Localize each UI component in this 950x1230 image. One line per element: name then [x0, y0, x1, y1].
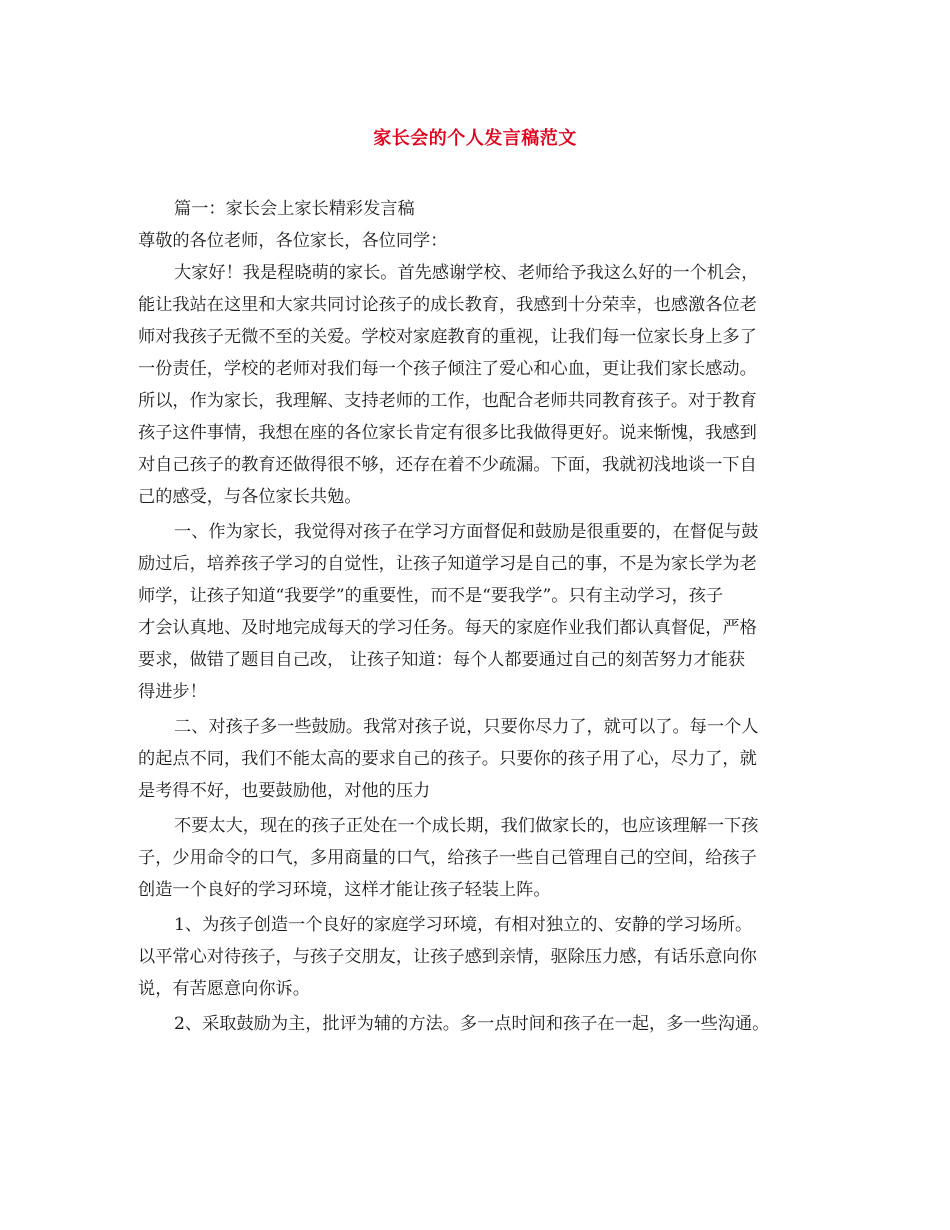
body-line: 师对我孩子无微不至的关爱。学校对家庭教育的重视，让我们每一位家长身上多了: [138, 327, 757, 347]
body-line: 己的感受，与各位家长共勉。: [138, 487, 362, 507]
document-title: 家长会的个人发言稿范文: [373, 128, 577, 149]
body-line: 得进步！: [138, 682, 207, 702]
body-line: 所以，作为家长，我理解、支持老师的工作，也配合老师共同教育孩子。对于教育: [138, 391, 757, 411]
body-line: 二、对孩子多一些鼓励。我常对孩子说，只要你尽力了，就可以了。每一个人: [174, 717, 759, 737]
body-line: 才会认真地、及时地完成每天的学习任务。每天的家庭作业我们都认真督促，严格: [138, 618, 757, 638]
body-line: 能让我站在这里和大家共同讨论孩子的成长教育，我感到十分荣幸，也感激各位老: [138, 295, 757, 315]
body-line: 对自己孩子的教育还做得很不够，还存在着不少疏漏。下面，我就初浅地谈一下自: [138, 455, 757, 475]
body-line: 孩子这件事情，我想在座的各位家长肯定有很多比我做得更好。说来惭愧，我感到: [138, 423, 757, 443]
list-item: 2、采取鼓励为主，批评为辅的方法。多一点时间和孩子在一起，多一些沟通。: [174, 1014, 770, 1034]
body-line: 以平常心对待孩子，与孩子交朋友，让孩子感到亲情，驱除压力感，有话乐意向你: [138, 947, 757, 967]
body-line: 创造一个良好的学习环境，这样才能让孩子轻装上阵。: [138, 880, 551, 900]
salutation: 尊敬的各位老师，各位家长，各位同学：: [138, 231, 448, 251]
list-item: 1、为孩子创造一个良好的家庭学习环境，有相对独立的、安静的学习场所。: [174, 915, 753, 935]
body-line: 不要太大，现在的孩子正处在一个成长期，我们做家长的，也应该理解一下孩: [174, 816, 759, 836]
body-line: 说，有苦愿意向你诉。: [138, 979, 310, 999]
body-line: 励过后，培养孩子学习的自觉性，让孩子知道学习是自己的事，不是为家长学为老: [138, 554, 757, 574]
body-line: 要求，做错了题目自己改， 让孩子知道：每个人都要通过自己的刻苦努力才能获: [138, 650, 746, 670]
body-line: 师学，让孩子知道“我要学”的重要性，而不是“要我学”。只有主动学习，孩子: [138, 586, 724, 606]
body-line: 的起点不同，我们不能太高的要求自己的孩子。只要你的孩子用了心，尽力了，就: [138, 749, 757, 769]
body-line: 子，少用命令的口气，多用商量的口气，给孩子一些自己管理自己的空间，给孩子: [138, 848, 757, 868]
body-line: 是考得不好，也要鼓励他，对他的压力: [138, 781, 431, 801]
body-line: 一份责任，学校的老师对我们每一个孩子倾注了爱心和心血，更让我们家长感动。: [138, 359, 757, 379]
body-line: 一、作为家长，我觉得对孩子在学习方面督促和鼓励是很重要的，在督促与鼓: [174, 522, 759, 542]
section-heading: 篇一：家长会上家长精彩发言稿: [174, 199, 415, 219]
body-line: 大家好！我是程晓萌的家长。首先感谢学校、老师给予我这么好的一个机会，: [174, 263, 759, 283]
document-body: [138, 193, 828, 1040]
